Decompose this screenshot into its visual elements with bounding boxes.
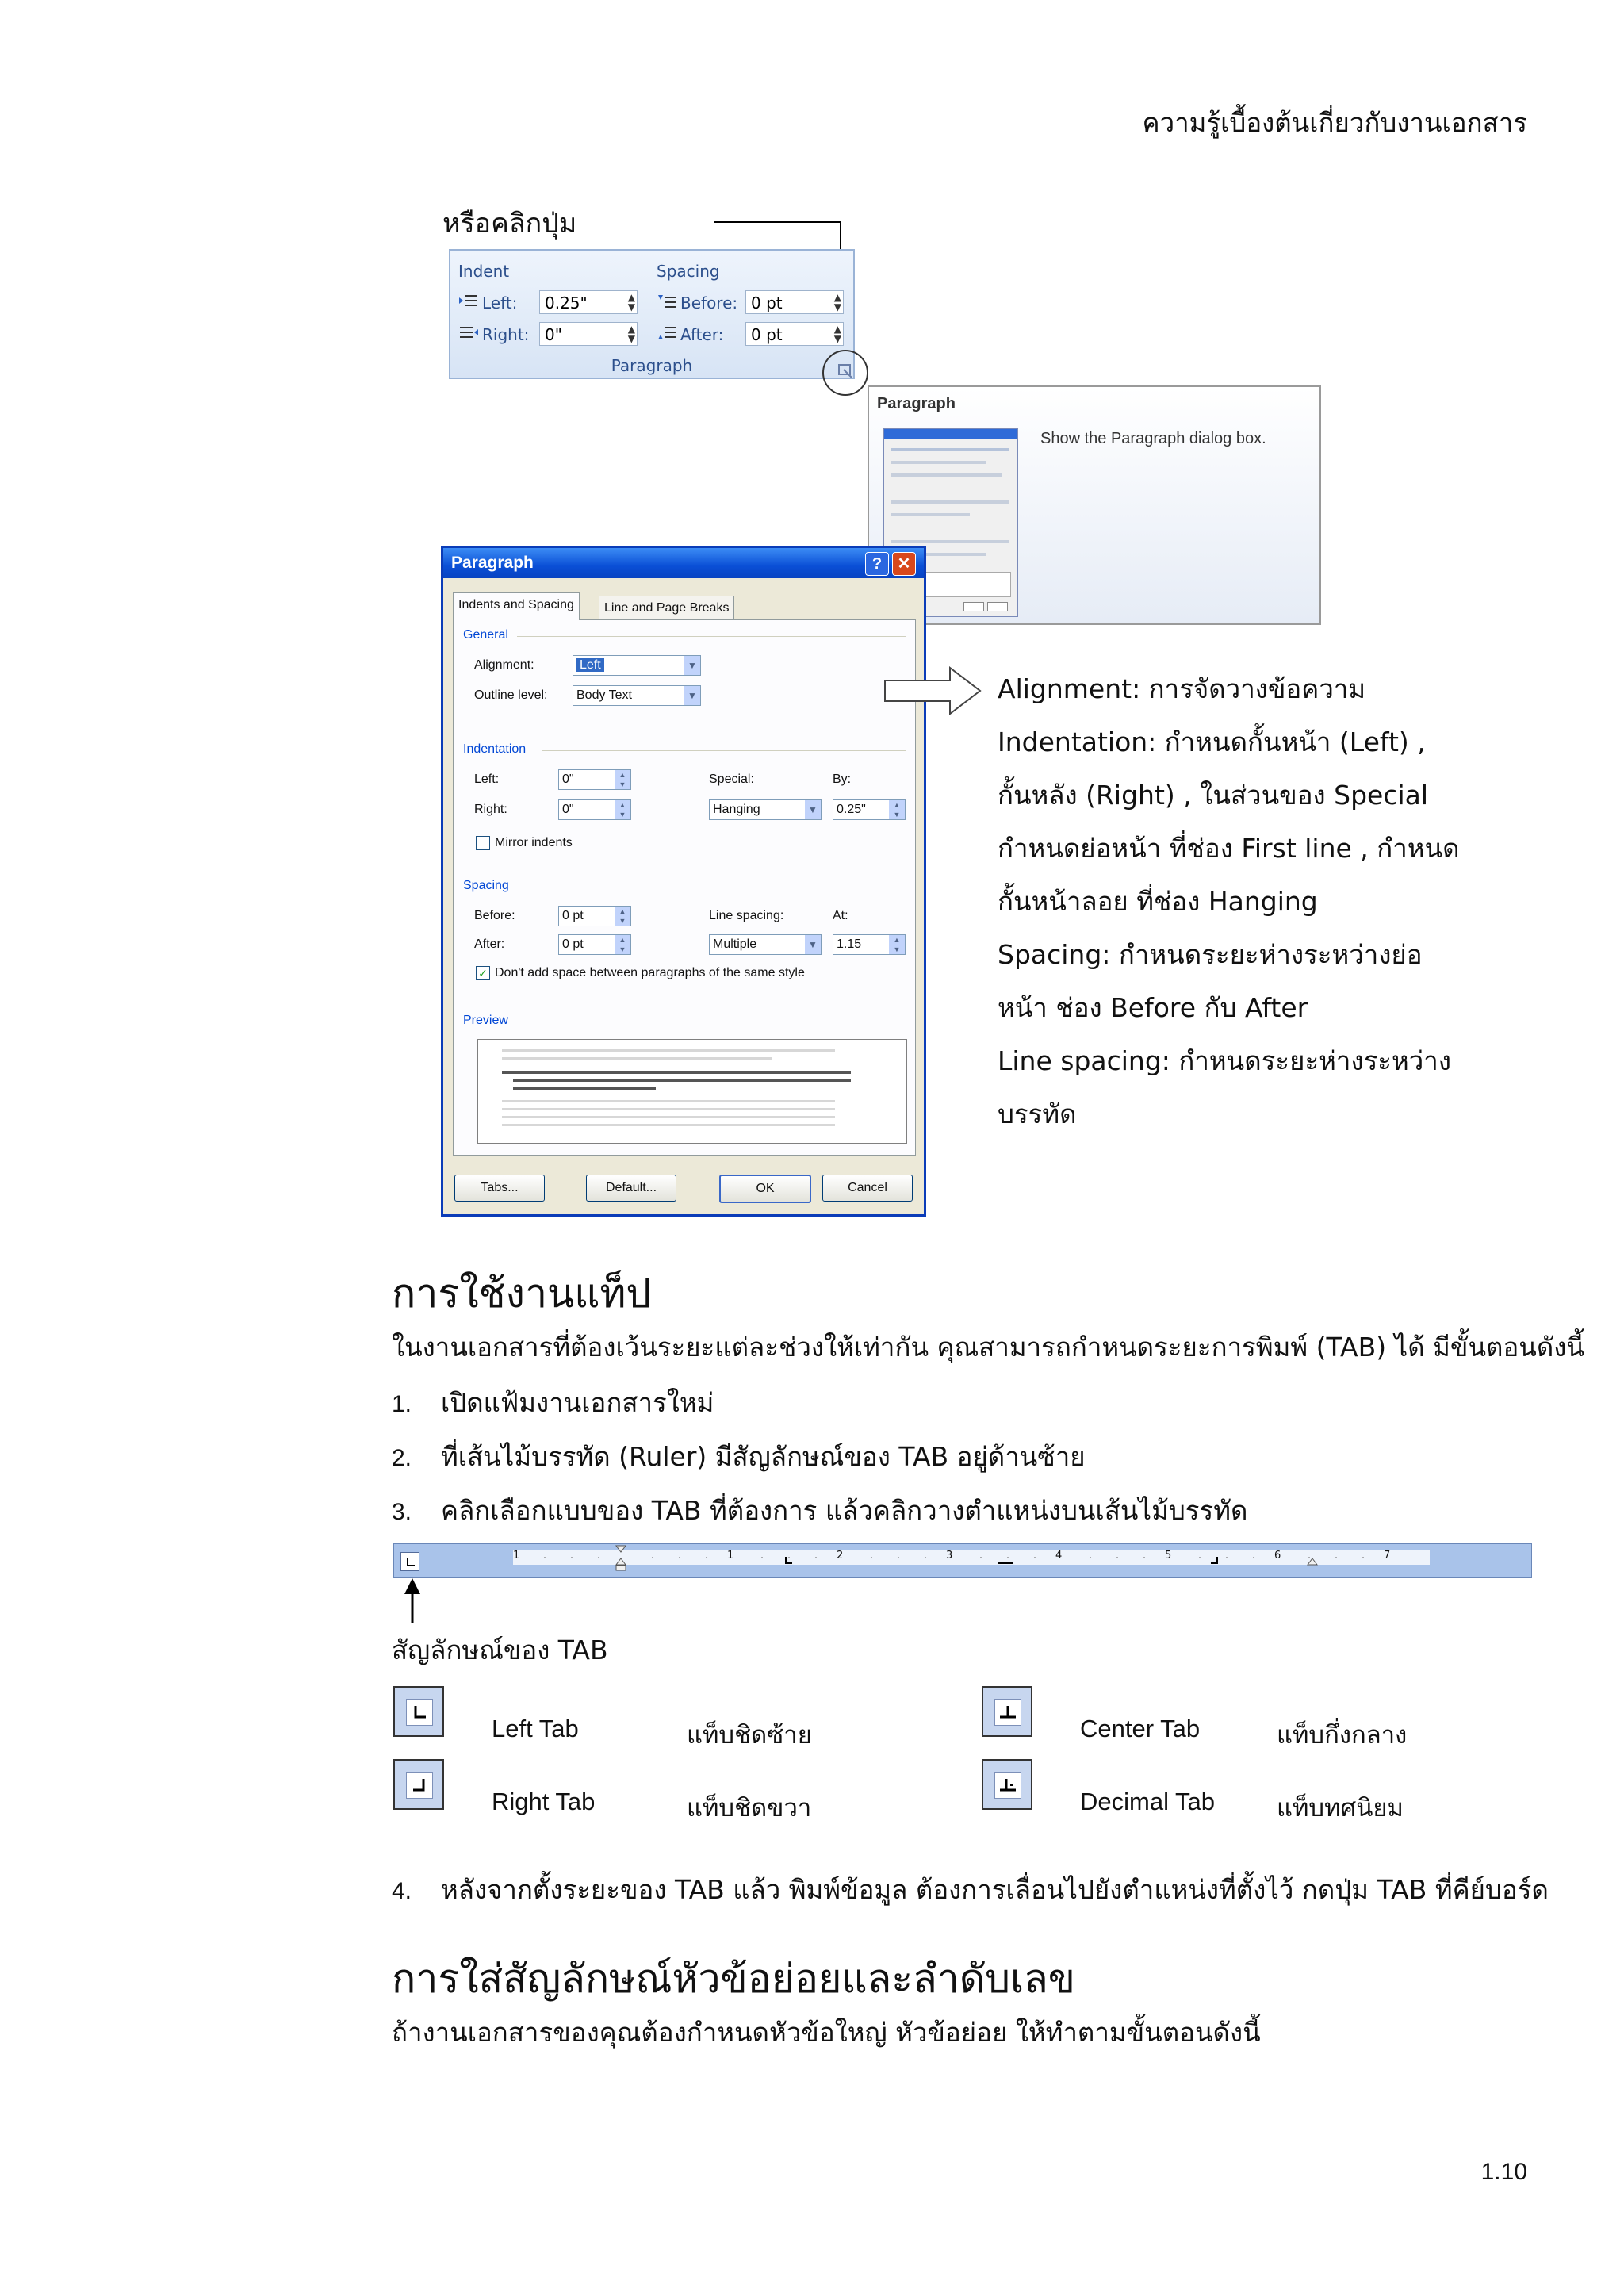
preview-section-label: Preview [463,1014,508,1027]
explanation-line: Spacing: กำหนดระยะห่างระหว่างย่อ [998,939,1423,970]
ruler[interactable] [393,1543,1532,1578]
tab-symbol-caption: สัญลักษณ์ของ TAB [392,1635,608,1665]
step-item [392,1869,1549,1911]
tab-type-thai: แท็บชิดซ้าย [687,1721,812,1749]
spinner-icon[interactable]: ▲ ▼ [615,907,630,926]
tab-type-name: Center Tab [1080,1715,1201,1742]
outline-level-label: Outline level: [474,688,548,702]
chevron-down-icon[interactable]: ▼ [684,686,700,705]
tab-type-name: Left Tab [492,1715,579,1742]
paragraph-tooltip [868,385,1321,625]
ruler-number: 2 [837,1550,844,1562]
alignment-select[interactable] [573,655,701,676]
tab-type-name: Right Tab [492,1788,596,1815]
ruler-number: 4 [1055,1550,1063,1562]
spacing-before-label: Before: [680,293,738,312]
ruler-strip[interactable] [513,1550,1430,1565]
indent-left-label: Left: [482,293,518,312]
step-number: 4. [392,1878,412,1904]
indent-right-label: Right: [474,803,508,816]
tab-type-thai: แท็บกึ่งกลาง [1277,1721,1408,1749]
after-value: 0 pt [562,937,584,951]
right-indent-marker-icon[interactable] [1306,1557,1319,1573]
spinner-icon[interactable]: ▲ ▼ [627,292,635,312]
indent-right-label: Right: [482,325,530,344]
indent-right-input[interactable] [539,322,638,346]
spacing-before-input[interactable] [745,290,844,314]
general-section-label: General [463,628,508,642]
by-value: 0.25" [837,803,866,816]
section-heading-bullets: การใส่สัญลักษณ์หัวข้อย่อยและลำดับเลข [392,1956,1075,2002]
step-item [392,1382,714,1424]
indent-group-label: Indent [458,262,510,281]
spinner-icon[interactable]: ▲ ▼ [833,292,841,312]
spacing-after-label: After: [680,325,724,344]
step-text: ที่เส้นไม้บรรทัด (Ruler) มีสัญลักษณ์ของ TAB อยู่ด้านซ้าย [441,1441,1086,1472]
before-value: 0 pt [562,909,584,922]
line-spacing-label: Line spacing: [709,909,784,922]
special-label: Special: [709,772,754,786]
close-icon[interactable]: ✕ [892,552,916,576]
spacing-after-value: 0 pt [751,325,783,344]
explanation-line: Indentation: กำหนดกั้นหน้า (Left) , [998,726,1426,757]
ribbon-group-name: Paragraph [611,356,693,375]
step-text: คลิกเลือกแบบของ TAB ที่ต้องการ แล้วคลิกวางตำแหน่งบนเส้นไม้บรรทัด [441,1495,1248,1526]
line-spacing-select[interactable] [709,934,822,955]
chevron-down-icon[interactable]: ▼ [805,935,821,954]
ruler-number: 5 [1165,1550,1172,1562]
spacing-after-icon [657,325,677,341]
spinner-icon[interactable]: ▲ ▼ [889,935,905,954]
help-icon[interactable]: ? [865,552,889,576]
step-number: 2. [392,1445,412,1471]
ruler-number: 1 [513,1550,520,1562]
explanation-line: Alignment: การจัดวางข้อความ [998,673,1366,704]
alignment-value: Left [576,658,604,672]
section-intro-bullets: ถ้างานเอกสารของคุณต้องกำหนดหัวข้อใหญ่ หัวข้อย่อย ให้ทำตามขั้นตอนดังนี้ [392,2017,1261,2048]
tooltip-text: Show the Paragraph dialog box. [1040,430,1266,447]
ok-button[interactable]: OK [719,1175,811,1203]
special-select[interactable] [709,799,822,820]
indent-marker-icon[interactable] [615,1544,627,1571]
spacing-after-input[interactable] [745,322,844,346]
dont-add-space-label: Don't add space between paragraphs of the same style [495,966,805,979]
ribbon-caption: หรือคลิกปุ่ม [442,208,577,240]
tab-line-and-page-breaks[interactable]: Line and Page Breaks [599,596,734,620]
explanation-line: กั้นหน้าลอย ที่ช่อง Hanging [998,886,1318,917]
step-item [392,1435,1086,1478]
dialog-panel [453,619,916,1156]
spacing-before-value: 0 pt [751,293,783,312]
dialog-title: Paragraph [443,548,924,578]
left-tab-icon [393,1686,444,1737]
page-number: 1.10 [1480,2159,1527,2185]
mirror-indents-label: Mirror indents [495,836,573,849]
explanation-line: หน้า ช่อง Before กับ After [998,992,1308,1023]
indent-right-value: 0" [562,803,574,816]
spinner-icon[interactable]: ▲ ▼ [627,324,635,344]
indent-left-icon [458,293,479,309]
alignment-label: Alignment: [474,658,534,672]
up-arrow-icon [403,1578,422,1624]
paragraph-dialog [441,546,926,1217]
spacing-group-label: Spacing [657,262,720,281]
step-text: เปิดแฟ้มงานเอกสารใหม่ [441,1387,714,1418]
ruler-number: 7 [1384,1550,1391,1562]
spinner-icon[interactable]: ▲ ▼ [833,324,841,344]
explanation-line: Line spacing: กำหนดระยะห่างระหว่าง [998,1045,1451,1076]
after-label: After: [474,937,505,951]
section-intro-tab: ในงานเอกสารที่ต้องเว้นระยะแต่ละช่วงให้เท่ากัน คุณสามารถกำหนดระยะการพิมพ์ (TAB) ได้ มีขั้นตอนดังนี้ [392,1332,1584,1363]
indentation-section-label: Indentation [463,742,527,756]
by-input[interactable] [833,799,906,820]
spinner-icon[interactable]: ▲ ▼ [615,935,630,954]
at-value: 1.15 [837,937,862,951]
mirror-indents-checkbox[interactable] [476,836,490,850]
paragraph-ribbon-group [449,249,855,379]
tab-type-name: Decimal Tab [1080,1788,1216,1815]
indent-right-icon [458,325,479,341]
step-item [392,1489,1247,1531]
tab-indents-and-spacing[interactable]: Indents and Spacing [453,592,580,620]
ruler-number: 6 [1274,1550,1281,1562]
ruler-number: 3 [946,1550,953,1562]
spacing-section-label: Spacing [463,879,509,892]
explanation-line: บรรทัด [998,1098,1077,1129]
indent-right-value: 0" [545,325,562,344]
before-label: Before: [474,909,515,922]
tab-type-thai: แท็บชิดขวา [687,1794,812,1822]
indent-left-value: 0" [562,772,574,786]
chevron-down-icon[interactable]: ▼ [684,656,700,675]
indent-left-value: 0.25" [545,293,588,312]
at-input[interactable] [833,934,906,955]
outline-level-value: Body Text [576,688,632,702]
preview-box [477,1039,907,1144]
explanation-line: กั้นหลัง (Right) , ในส่วนของ Special [998,780,1429,811]
indent-left-input[interactable] [539,290,638,314]
running-header: ความรู้เบื้องต้นเกี่ยวกับงานเอกสาร [1142,107,1527,138]
indent-left-input[interactable] [558,769,631,790]
step-text: หลังจากตั้งระยะของ TAB แล้ว พิมพ์ข้อมูล ต้องการเลื่อนไปยังตำแหน่งที่ตั้งไว้ กดปุ่ม TAB ที่คีย์บอร์ด [441,1874,1549,1905]
chevron-down-icon[interactable]: ▼ [805,800,821,819]
after-input[interactable] [558,934,631,955]
spinner-icon[interactable]: ▲ ▼ [615,800,630,819]
dialog-launcher-button[interactable] [820,347,871,398]
center-tab-icon [982,1686,1032,1737]
ruler-ticks [513,1550,1430,1565]
indent-left-label: Left: [474,772,500,786]
by-label: By: [833,772,852,786]
spacing-before-icon [657,293,677,309]
decimal-tab-icon [982,1759,1032,1810]
ruler-number: 1 [727,1550,734,1562]
at-label: At: [833,909,848,922]
step-number: 1. [392,1391,412,1417]
tab-type-thai: แท็บทศนิยม [1277,1794,1404,1822]
spinner-icon[interactable]: ▲ ▼ [889,800,905,819]
default-button[interactable]: Default... [586,1175,676,1202]
right-tab-icon [393,1759,444,1810]
section-heading-tab: การใช้งานแท็ป [392,1271,652,1317]
spinner-icon[interactable]: ▲ ▼ [615,770,630,789]
tabs-button[interactable]: Tabs... [454,1175,545,1202]
dont-add-space-checkbox[interactable]: ✓ [476,966,490,980]
cancel-button[interactable]: Cancel [822,1175,913,1202]
step-number: 3. [392,1499,412,1525]
line-spacing-value: Multiple [713,937,757,951]
hollow-right-arrow-icon [883,666,983,715]
outline-level-select[interactable] [573,685,701,706]
explanation-line: กำหนดย่อหน้า ที่ช่อง First line , กำหนด [998,833,1460,864]
tooltip-title: Paragraph [877,395,956,412]
special-value: Hanging [713,803,760,816]
before-input[interactable] [558,906,631,926]
tab-selector-button[interactable] [400,1552,419,1571]
indent-right-input[interactable] [558,799,631,820]
